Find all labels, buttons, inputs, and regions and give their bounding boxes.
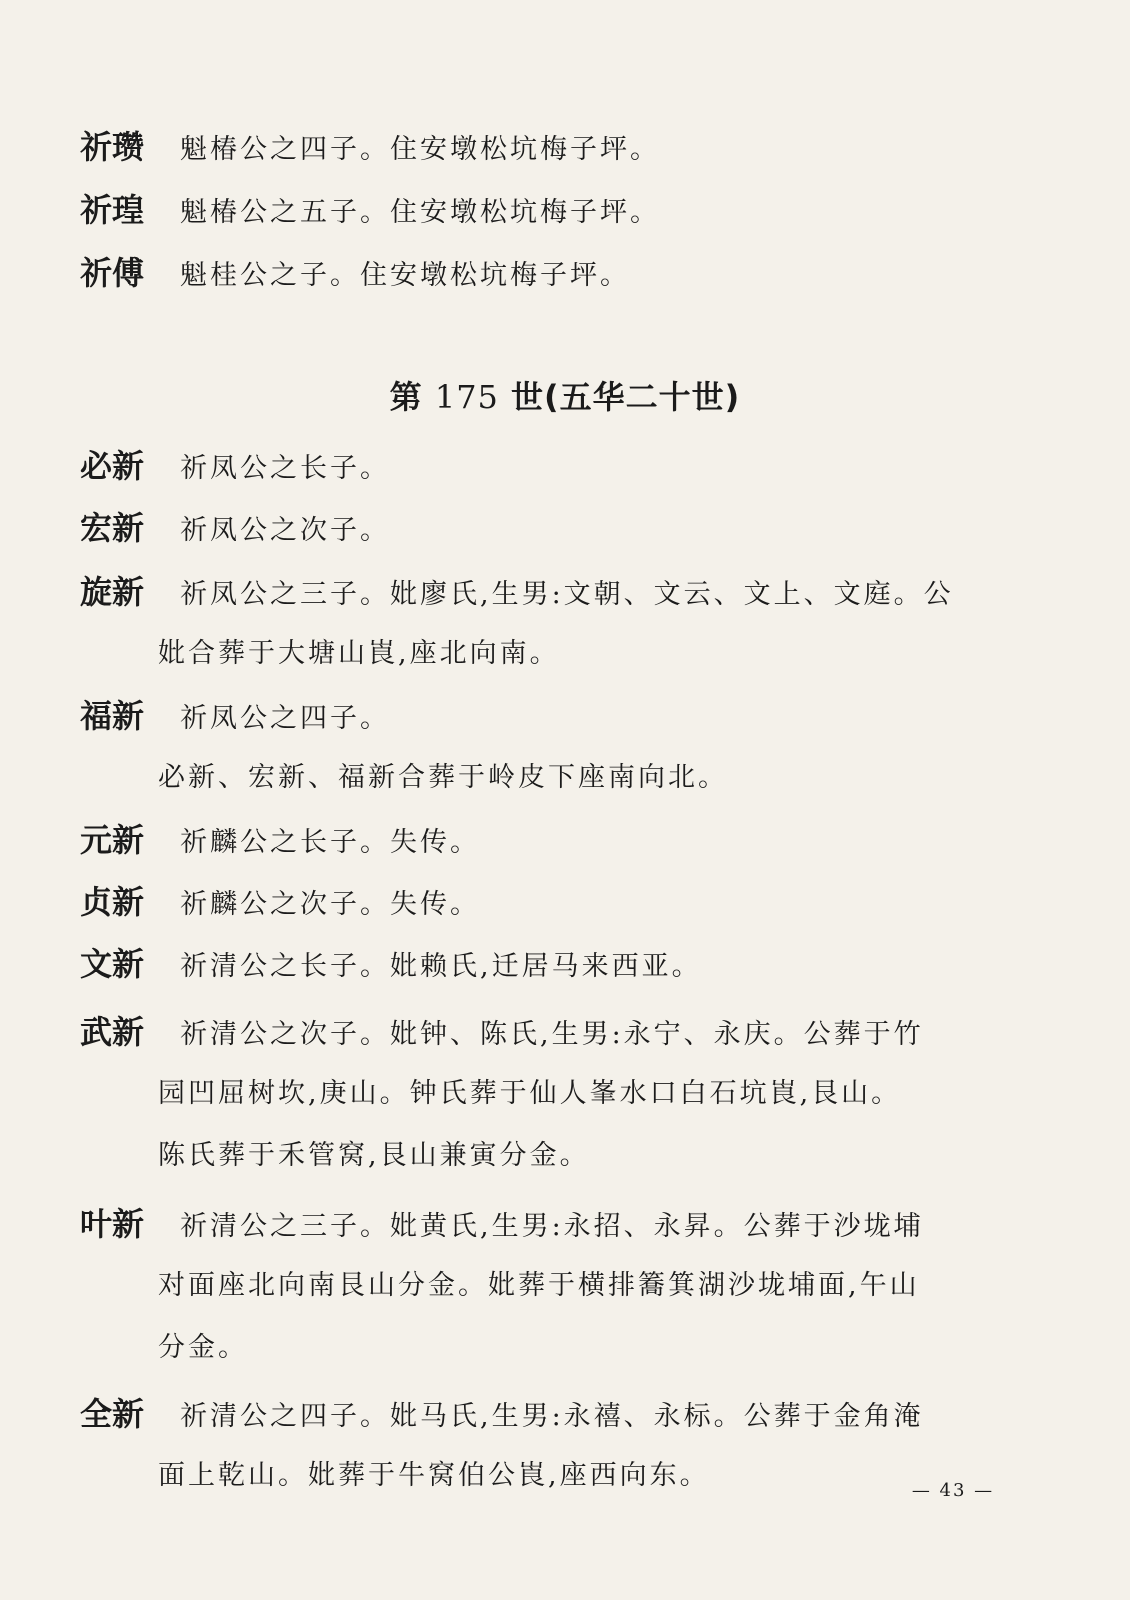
genealogy-entry bbox=[80, 243, 1030, 306]
entry-continuation: 陈氏葬于禾管窝,艮山兼寅分金。 bbox=[158, 1140, 590, 1171]
section-heading bbox=[0, 372, 1130, 418]
genealogy-entry bbox=[80, 810, 1030, 873]
genealogy-entry bbox=[80, 872, 1030, 935]
genealogy-entry bbox=[80, 180, 1030, 243]
entry-name: 贞新 bbox=[80, 883, 145, 921]
genealogy-entry bbox=[80, 562, 1030, 625]
entry-name: 元新 bbox=[80, 821, 145, 859]
entry-name: 叶新 bbox=[80, 1205, 145, 1243]
entry-name: 祈傅 bbox=[80, 254, 145, 292]
entry-continuation: 妣合葬于大塘山崀,座北向南。 bbox=[158, 638, 560, 669]
entry-name: 全新 bbox=[80, 1395, 145, 1433]
entry-text: 祈清公之次子。妣钟、陈氏,生男:永宁、永庆。公葬于竹 bbox=[180, 1019, 924, 1050]
genealogy-entry bbox=[80, 436, 1030, 499]
entry-text: 祈清公之长子。妣赖氏,迁居马来西亚。 bbox=[180, 951, 702, 982]
entry-name: 宏新 bbox=[80, 509, 145, 547]
entry-text: 魁桂公之子。住安墩松坑梅子坪。 bbox=[180, 260, 630, 291]
heading-number: 175 bbox=[434, 378, 499, 416]
entry-continuation: 面上乾山。妣葬于牛窝伯公崀,座西向东。 bbox=[158, 1460, 710, 1491]
genealogy-entry bbox=[80, 686, 1030, 749]
genealogy-entry bbox=[80, 1194, 1030, 1257]
entry-continuation: 分金。 bbox=[158, 1332, 248, 1363]
heading-suffix: 世(五华二十世) bbox=[511, 378, 741, 416]
genealogy-entry bbox=[80, 498, 1030, 561]
entry-text: 祈麟公之长子。失传。 bbox=[180, 827, 480, 858]
entry-text: 祈凤公之四子。 bbox=[180, 703, 390, 734]
entry-name: 武新 bbox=[80, 1013, 145, 1051]
entry-text: 祈凤公之三子。妣廖氏,生男:文朝、文云、文上、文庭。公 bbox=[180, 579, 954, 610]
entry-text: 祈清公之三子。妣黄氏,生男:永招、永昇。公葬于沙垅埔 bbox=[180, 1211, 924, 1242]
entry-continuation: 对面座北向南艮山分金。妣葬于横排簥箕湖沙垅埔面,午山 bbox=[158, 1270, 920, 1301]
genealogy-entry bbox=[80, 934, 1030, 997]
entry-name: 祈瑝 bbox=[80, 191, 145, 229]
entry-continuation: 必新、宏新、福新合葬于岭皮下座南向北。 bbox=[158, 762, 728, 793]
entry-text: 祈清公之四子。妣马氏,生男:永禧、永标。公葬于金角淹 bbox=[180, 1401, 924, 1432]
genealogy-entry bbox=[80, 1002, 1030, 1065]
genealogy-entry bbox=[80, 1384, 1030, 1447]
entry-text: 祈凤公之次子。 bbox=[180, 515, 390, 546]
entry-text: 魁椿公之五子。住安墩松坑梅子坪。 bbox=[180, 197, 660, 228]
genealogy-entry bbox=[80, 117, 1030, 180]
entry-text: 祈麟公之次子。失传。 bbox=[180, 889, 480, 920]
entry-continuation: 园凹屈树坎,庚山。钟氏葬于仙人峯水口白石坑崀,艮山。 bbox=[158, 1078, 902, 1109]
entry-text: 魁椿公之四子。住安墩松坑梅子坪。 bbox=[180, 134, 660, 165]
entry-name: 福新 bbox=[80, 697, 145, 735]
entry-name: 祈瓒 bbox=[80, 128, 145, 166]
entry-name: 旋新 bbox=[80, 573, 145, 611]
page-number: — 43 — bbox=[911, 1480, 995, 1501]
entry-text: 祈凤公之长子。 bbox=[180, 453, 390, 484]
heading-prefix: 第 bbox=[389, 378, 423, 416]
entry-name: 文新 bbox=[80, 945, 145, 983]
entry-name: 必新 bbox=[80, 447, 145, 485]
